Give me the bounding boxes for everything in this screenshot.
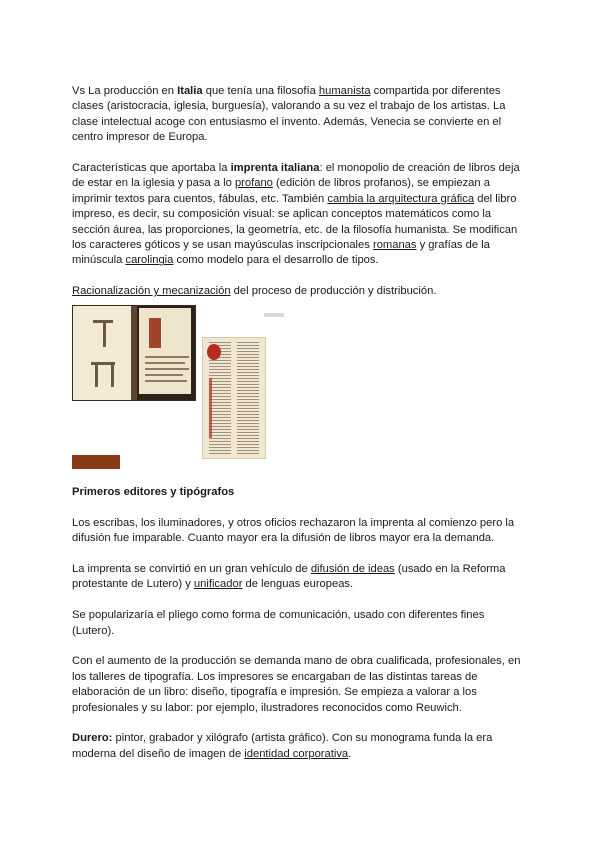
underlined-text: humanista — [318, 85, 371, 97]
text: del proceso de producción y distribución. — [230, 285, 437, 298]
text: como modelo para el desarrollo de tipos. — [173, 254, 379, 267]
text: . — [348, 747, 352, 760]
section-heading: Primeros editores y tipógrafos — [72, 486, 235, 499]
text: (usado en la Reforma protestante de Lutero) y — [72, 563, 506, 591]
paragraph-imprenta-italiana — [72, 161, 522, 269]
open-book-image — [72, 305, 196, 401]
text: del libro impreso, es decir, su composición visual: se aplican conceptos matemáticos como la sección áurea, las proporciones, la geometría, etc. de la filosofía humanista. Se modifican los caracteres góticos y se usan mayúsculas inscripcionales — [72, 192, 518, 252]
paragraph-produccion: Con el aumento de la producción se demanda mano de obra cualificada, profesionales, en los talleres de tipografía. Los impresores se encargaban de las distintas tareas de elaboración de un libro: diseño, tipografía e impresión. Se empieza a valorar a los profesionales y su labor: por ejemplo, ilustradores reconocidos como Reuwich. — [72, 655, 521, 714]
text: que tenía una filosofía — [202, 85, 319, 97]
underlined-text: romanas — [372, 239, 417, 252]
paragraph-italia — [72, 84, 522, 146]
text: (edición de libros profanos), se empiezan a imprimir textos para cuentos, fábulas, etc. También — [72, 177, 490, 205]
text: : el monopolio de creación de libros deja de estar en la iglesia y pasa a lo — [72, 162, 520, 190]
paragraph-difusion — [72, 562, 522, 593]
small-label — [264, 313, 284, 317]
underlined-text: difusión de ideas — [310, 563, 395, 576]
text: y grafías de la minúscula — [72, 239, 490, 267]
text: de lenguas europeas. — [242, 578, 354, 591]
paragraph-pliego: Se popularizaría el pliego como forma de comunicación, usado con diferentes fines (Lutero). — [72, 609, 485, 637]
bold-text: Durero: — [72, 732, 113, 745]
underlined-text: Racionalización y mecanización — [72, 285, 231, 298]
paragraph-escribas: Los escribas, los iluminadores, y otros oficios rechazaron la imprenta al comienzo pero la difusión fue imparable. Cuanto mayor era la difusión de libros mayor era la demanda. — [72, 516, 515, 545]
bold-text: imprenta italiana — [230, 162, 320, 175]
bold-text: Italia — [177, 85, 203, 97]
document-body — [72, 84, 522, 778]
figure-manuscripts — [72, 305, 522, 469]
paragraph-durero — [72, 731, 522, 762]
underlined-text: identidad corporativa — [244, 747, 349, 760]
paragraph-racionalizacion — [72, 284, 522, 299]
manuscript-page-image — [202, 337, 266, 459]
text: pintor, grabador y xilógrafo (artista gráfico). Con su monograma funda la era moderna del diseño de imagen de — [72, 732, 493, 760]
underlined-text: unificador — [193, 578, 243, 591]
text: Vs La producción en — [72, 85, 178, 97]
underlined-text: carolingia — [125, 254, 174, 267]
text: compartida por diferentes clases (aristocracia, iglesia, burguesía), valorando a su vez el trabajo de los artistas. La clase intelectual acoge con entusiasmo el invento. Además, Venecia se convierte en el centro impresor de Europa. — [72, 85, 506, 144]
underlined-text: cambia la arquitectura gráfica — [327, 192, 475, 205]
text: La imprenta se convirtió en un gran vehículo de — [72, 563, 311, 576]
text: Características que aportaba la — [72, 162, 231, 175]
image-caption-badge — [72, 455, 120, 469]
underlined-text: profano — [234, 177, 273, 190]
